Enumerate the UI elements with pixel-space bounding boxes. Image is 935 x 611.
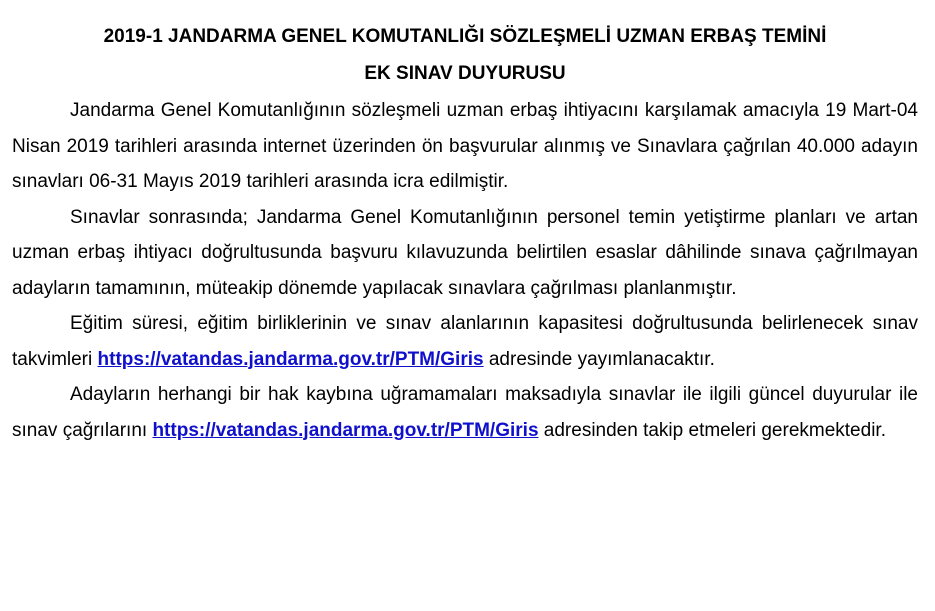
title-line-1: 2019-1 JANDARMA GENEL KOMUTANLIĞI SÖZLEŞMELİ UZMAN ERBAŞ TEMİNİ [103, 26, 827, 47]
paragraph-3-text-after: adresinde yayımlanacaktır. [483, 348, 715, 370]
document-title [12, 18, 918, 92]
paragraph-2: Sınavlar sonrasında; Jandarma Genel Komutanlığının personel temin yetiştirme planları ve artan uzman erbaş ihtiyacı doğrultusunda başvuru kılavuzunda belirtilen esaslar dâhilinde sınava çağrılmayan adayların tamamının, müteakip dönemde yapılacak sınavlara çağrılması planlanmıştır. [12, 206, 918, 299]
paragraph-1: Jandarma Genel Komutanlığının sözleşmeli uzman erbaş ihtiyacını karşılamak amacıyla 19 Mart-04 Nisan 2019 tarihleri arasında internet üzerinden ön başvurular alınmış ve Sınavlara çağrılan 40.000 adayın sınavları 06-31 Mayıs 2019 tarihleri arasında icra edilmiştir. [12, 100, 918, 192]
paragraph-4-text-after: adresinden takip etmeleri gerekmektedir. [538, 419, 886, 441]
paragraph-3 [12, 306, 918, 377]
title-line-2: EK SINAV DUYURUSU [364, 63, 566, 84]
ptm-link-1[interactable]: https://vatandas.jandarma.gov.tr/PTM/Giris [97, 348, 484, 370]
paragraph-4 [12, 377, 918, 448]
paragraph-4-text-before: Adayların herhangi bir hak kaybına uğramamaları maksadıyla sınavlar ile ilgili güncel duyurular ile sınav çağrılarını [12, 384, 918, 441]
paragraph-3-text-before: Eğitim süresi, eğitim birliklerinin ve sınav alanlarının kapasitesi doğrultusunda belirlenecek sınav takvimleri [12, 313, 918, 370]
ptm-link-2[interactable]: https://vatandas.jandarma.gov.tr/PTM/Giris [152, 419, 539, 441]
